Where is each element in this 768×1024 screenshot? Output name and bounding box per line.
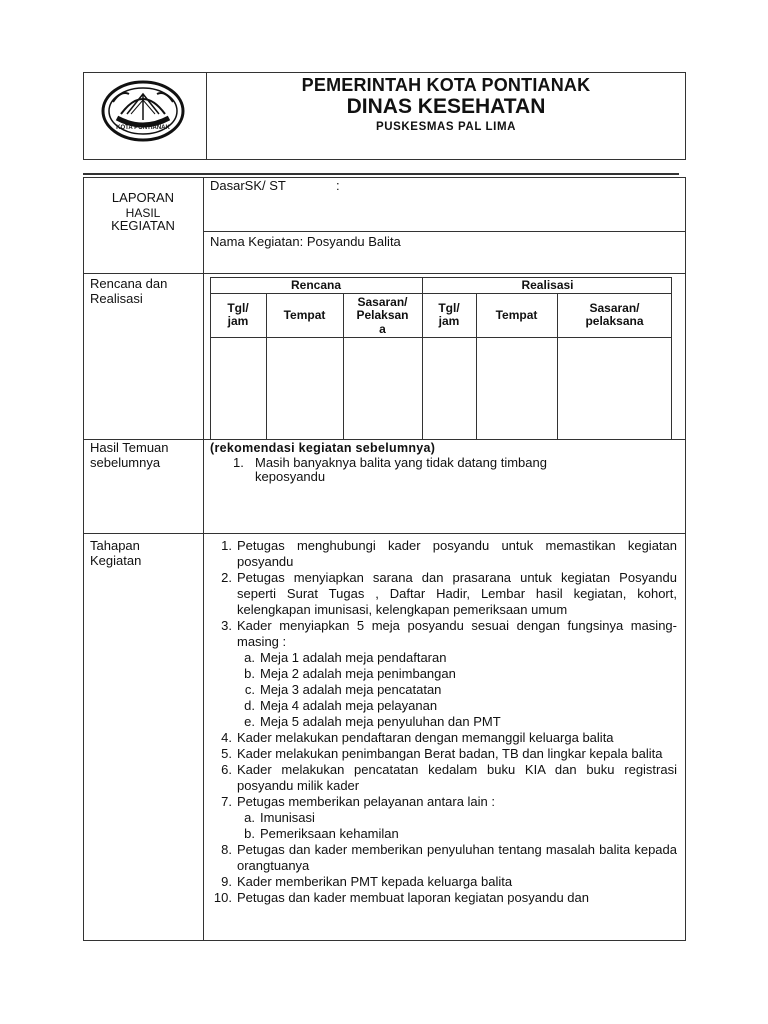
activity-step-number: 6. (221, 762, 232, 777)
activity-step-number: b. (244, 826, 255, 841)
activity-step (210, 746, 677, 762)
col-tgl-rencana-b: jam (227, 314, 249, 328)
activity-step-number: a. (244, 650, 255, 665)
dasar-sk-colon: : (336, 178, 340, 193)
finding-1-number: 1. (233, 455, 244, 470)
label-laporan: LAPORAN (111, 190, 175, 205)
col-tgl-realisasi-a: Tgl/ (438, 301, 460, 315)
activity-step-text: Meja 4 adalah meja pelayanan (260, 698, 438, 713)
col-sasaran-rencana-b: Pelaksan (356, 308, 409, 322)
activity-step-number: 9. (221, 874, 232, 889)
activity-step-text: Kader melakukan pencatatan kedalam buku KIA dan buku registrasi posyandu milik kader (237, 762, 677, 793)
col-sasaran-rencana-c: a (379, 322, 386, 336)
activity-step-number: a. (244, 810, 255, 825)
activity-step (210, 826, 677, 842)
col-tempat-realisasi: Tempat (495, 308, 538, 322)
activity-step-text: Petugas dan kader membuat laporan kegiatan posyandu dan (237, 890, 589, 905)
activity-step (210, 682, 677, 698)
activity-step (210, 810, 677, 826)
activity-step (210, 842, 677, 874)
department-title: DINAS KESEHATAN (346, 95, 546, 118)
activity-step-text: Petugas memberikan pelayanan antara lain : (237, 794, 495, 809)
row-divider (83, 533, 686, 534)
activity-step-number: 10. (213, 890, 232, 905)
activity-step-number: 4. (221, 730, 232, 745)
activity-step-text: Petugas dan kader memberikan penyuluhan tentang masalah balita kepada orangtuanya (237, 842, 677, 873)
activity-step (210, 730, 677, 746)
label-tahapan-1: Tahapan (90, 538, 140, 553)
activity-step-number: b. (244, 666, 255, 681)
activity-step-text: Meja 2 adalah meja penimbangan (260, 666, 456, 681)
row-divider (83, 273, 686, 274)
activity-step-number: 2. (221, 570, 232, 585)
activity-step-text: Kader melakukan pendaftaran dengan memanggil keluarga balita (237, 730, 614, 745)
header-rule (83, 173, 679, 175)
label-column-divider (203, 177, 204, 941)
activity-step (210, 762, 677, 794)
activity-step (210, 890, 677, 906)
activity-step-text: Kader menyiapkan 5 meja posyandu sesuai dengan fungsinya masing-masing : (237, 618, 677, 649)
activity-step-text: Imunisasi (260, 810, 315, 825)
activity-step-text: Petugas menyiapkan sarana dan prasarana untuk kegiatan Posyandu seperti Surat Tugas , Daftar Hadir, Lembar hasil kegiatan, kohort, kelengkapan imunisasi, kelengkapan pemeriksaan umum (237, 570, 677, 617)
activity-step (210, 794, 677, 810)
col-sasaran-realisasi-a: Sasaran/ (589, 301, 640, 315)
plan-table-group-rule (210, 293, 672, 294)
activity-step-number: 8. (221, 842, 232, 857)
recommendation-heading: (rekomendasi kegiatan sebelumnya) (210, 441, 436, 455)
activity-step (210, 698, 677, 714)
label-hasil: HASIL (125, 206, 161, 220)
activity-steps-list (210, 538, 677, 906)
activity-step (210, 538, 677, 570)
group-rencana: Rencana (290, 278, 342, 292)
col-sasaran-realisasi-b: pelaksana (585, 314, 644, 328)
label-hasil-temuan-2: sebelumnya (90, 455, 161, 470)
activity-step-number: d. (244, 698, 255, 713)
activity-step-number: 7. (221, 794, 232, 809)
emblem-caption: KOTA PONTIANAK (116, 125, 170, 131)
finding-1-line2: keposyandu (255, 469, 326, 484)
col-tempat-rencana: Tempat (283, 308, 326, 322)
activity-step-text: Meja 3 adalah meja pencatatan (260, 682, 442, 697)
dasar-sk-label: DasarSK/ ST (210, 178, 286, 193)
activity-step-text: Kader melakukan penimbangan Berat badan, TB dan lingkar kepala balita (237, 746, 663, 761)
nama-kegiatan: Nama Kegiatan: Posyandu Balita (210, 234, 401, 249)
activity-step-text: Kader memberikan PMT kepada keluarga balita (237, 874, 513, 889)
activity-step-text: Meja 1 adalah meja pendaftaran (260, 650, 447, 665)
col-tgl-rencana-a: Tgl/ (227, 301, 249, 315)
label-rencana-realisasi-2: Realisasi (90, 291, 143, 306)
city-emblem-icon (101, 80, 185, 142)
activity-step-text: Pemeriksaan kehamilan (260, 826, 399, 841)
label-tahapan-2: Kegiatan (90, 553, 142, 568)
activity-step (210, 650, 677, 666)
activity-step-number: 3. (221, 618, 232, 633)
label-hasil-temuan-1: Hasil Temuan (90, 440, 169, 455)
plan-table-header-rule (210, 337, 672, 338)
activity-step-number: e. (244, 714, 255, 729)
activity-step-number: 1. (221, 538, 232, 553)
activity-step (210, 874, 677, 890)
group-realisasi: Realisasi (521, 278, 574, 292)
activity-step (210, 570, 677, 618)
activity-step (210, 714, 677, 730)
activity-step (210, 618, 677, 650)
label-kegiatan: KEGIATAN (111, 218, 175, 233)
activity-step-number: c. (244, 682, 255, 697)
label-rencana-realisasi-1: Rencana dan (90, 276, 168, 291)
government-title: PEMERINTAH KOTA PONTIANAK (301, 75, 591, 95)
col-sasaran-rencana-a: Sasaran/ (357, 295, 408, 309)
activity-step-number: 5. (221, 746, 232, 761)
activity-step-text: Petugas menghubungi kader posyandu untuk memastikan kegiatan posyandu (237, 538, 677, 569)
col-tgl-realisasi-b: jam (438, 314, 460, 328)
activity-step (210, 666, 677, 682)
activity-step-text: Meja 5 adalah meja penyuluhan dan PMT (260, 714, 501, 729)
cell-divider (203, 231, 686, 232)
finding-1-line1: Masih banyaknya balita yang tidak datang timbang (255, 455, 547, 470)
puskesmas-title: PUSKESMAS PAL LIMA (375, 121, 517, 133)
